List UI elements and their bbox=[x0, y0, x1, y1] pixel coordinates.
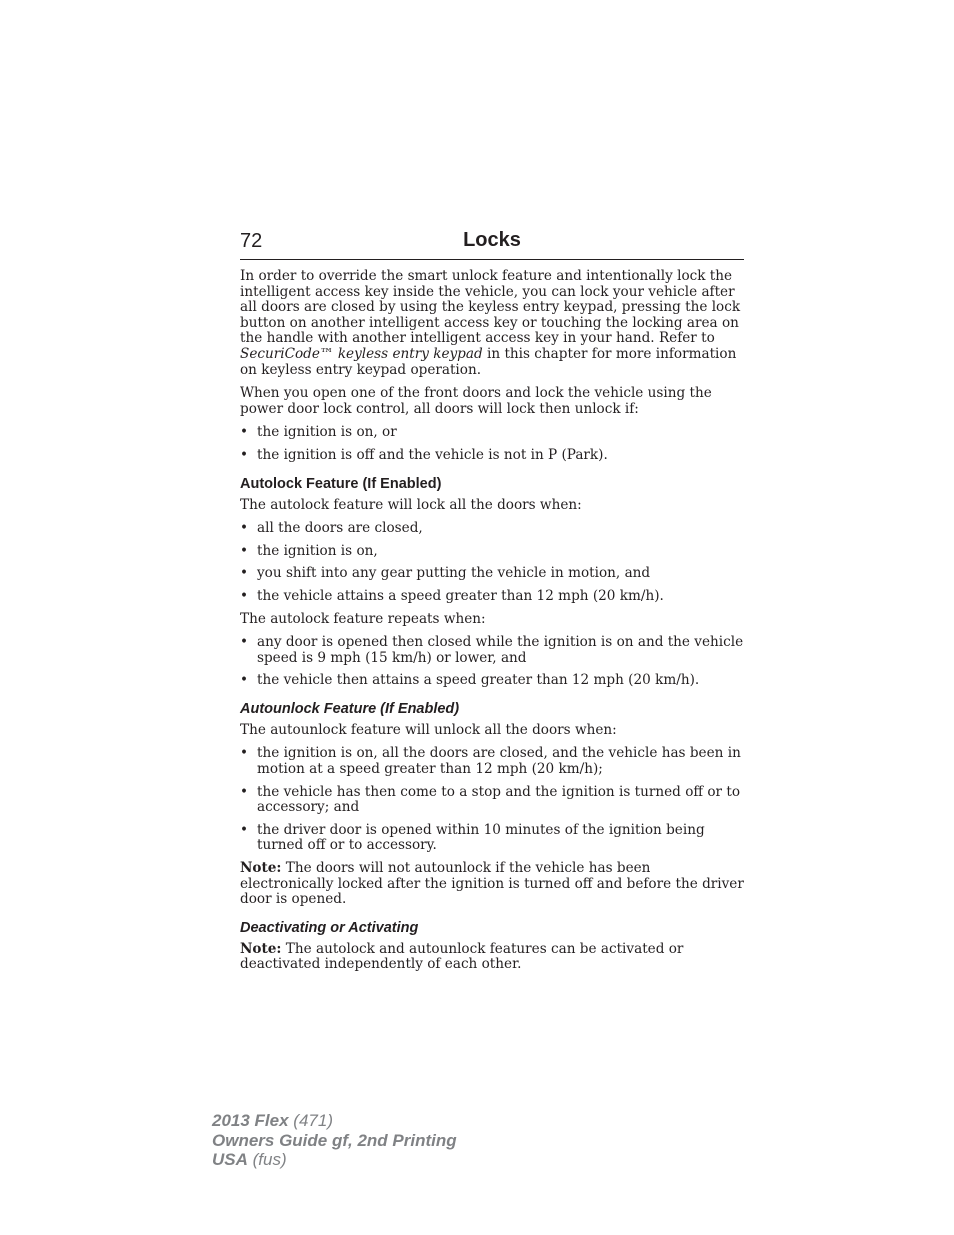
autolock-lead: The autolock feature will lock all the doors when: bbox=[240, 496, 582, 513]
cross-reference-link[interactable]: SecuriCode™ keyless entry keypad bbox=[240, 345, 483, 362]
autolock-heading: Autolock Feature (If Enabled) bbox=[240, 475, 442, 492]
list-item: • any door is opened then closed while the ignition is on and the vehicle speed is 9 mph (15 km/h) or lower, and bbox=[240, 634, 744, 666]
intro-bullet-list bbox=[240, 425, 744, 463]
deactivating-heading: Deactivating or Activating bbox=[240, 919, 419, 936]
list-item: • the vehicle then attains a speed greater than 12 mph (20 km/h). bbox=[240, 672, 700, 689]
page-footer bbox=[212, 1111, 457, 1170]
bullet-icon: • bbox=[240, 821, 249, 838]
deactivating-note: Note: The autolock and autounlock features can be activated or deactivated independently of each other. bbox=[240, 940, 684, 973]
autounlock-bullet-list bbox=[240, 746, 744, 854]
autolock-repeat-bullet-list bbox=[240, 635, 744, 689]
list-item: • all the doors are closed, bbox=[240, 520, 423, 537]
bullet-icon: • bbox=[240, 672, 249, 689]
footer-line-region: USA (fus) bbox=[212, 1150, 287, 1169]
note-label: Note: bbox=[240, 940, 282, 957]
intro-paragraph-1: In order to override the smart unlock feature and intentionally lock the intelligent access key inside the vehicle, you can lock your vehicle after all doors are closed by using the keyless entry keypad, pressing the lock button on another intelligent access key or touching the locking area on the handle with another intelligent access key in your hand. Refer to SecuriCode™ keyless entry keypad in this chapter for more information on keyless entry keypad operation. bbox=[240, 268, 741, 378]
list-item: • the vehicle attains a speed greater than 12 mph (20 km/h). bbox=[240, 587, 664, 604]
bullet-icon: • bbox=[240, 565, 249, 582]
bullet-icon: • bbox=[240, 520, 249, 537]
list-item: • the driver door is opened within 10 minutes of the ignition being turned off or to accessory. bbox=[240, 821, 705, 854]
bullet-icon: • bbox=[240, 634, 249, 651]
bullet-icon: • bbox=[240, 424, 249, 441]
bullet-icon: • bbox=[240, 446, 249, 463]
page-header bbox=[240, 226, 744, 260]
autounlock-lead: The autounlock feature will unlock all the doors when: bbox=[240, 721, 617, 738]
bullet-icon: • bbox=[240, 542, 249, 559]
autolock-bullet-list bbox=[240, 521, 744, 604]
autounlock-note: Note: The doors will not autounlock if the vehicle has been electronically locked after the ignition is turned off and before the driver door is opened. bbox=[240, 860, 744, 908]
note-label: Note: bbox=[240, 860, 282, 877]
list-item: • the ignition is on, or bbox=[240, 424, 397, 441]
page-number: 72 bbox=[240, 230, 263, 252]
list-item: • the ignition is on, bbox=[240, 542, 378, 559]
bullet-icon: • bbox=[240, 587, 249, 604]
list-item: • the ignition is on, all the doors are closed, and the vehicle has been in motion at a speed greater than 12 mph (20 km/h); bbox=[240, 745, 741, 778]
footer-line-guide: Owners Guide gf, 2nd Printing bbox=[212, 1130, 457, 1150]
footer-line-model: 2013 Flex (471) bbox=[212, 1111, 333, 1130]
list-item: • the vehicle has then come to a stop and the ignition is turned off or to accessory; and bbox=[240, 783, 741, 816]
autolock-repeat-lead: The autolock feature repeats when: bbox=[240, 610, 486, 627]
section-title: Locks bbox=[463, 229, 521, 251]
bullet-icon: • bbox=[240, 783, 249, 800]
page-content bbox=[240, 269, 744, 981]
autounlock-heading: Autounlock Feature (If Enabled) bbox=[240, 700, 460, 717]
bullet-icon: • bbox=[240, 745, 249, 762]
list-item: • you shift into any gear putting the vehicle in motion, and bbox=[240, 565, 651, 582]
intro-paragraph-2: When you open one of the front doors and lock the vehicle using the power door lock control, all doors will lock then unlock if: bbox=[240, 385, 712, 417]
list-item: • the ignition is off and the vehicle is not in P (Park). bbox=[240, 446, 608, 463]
